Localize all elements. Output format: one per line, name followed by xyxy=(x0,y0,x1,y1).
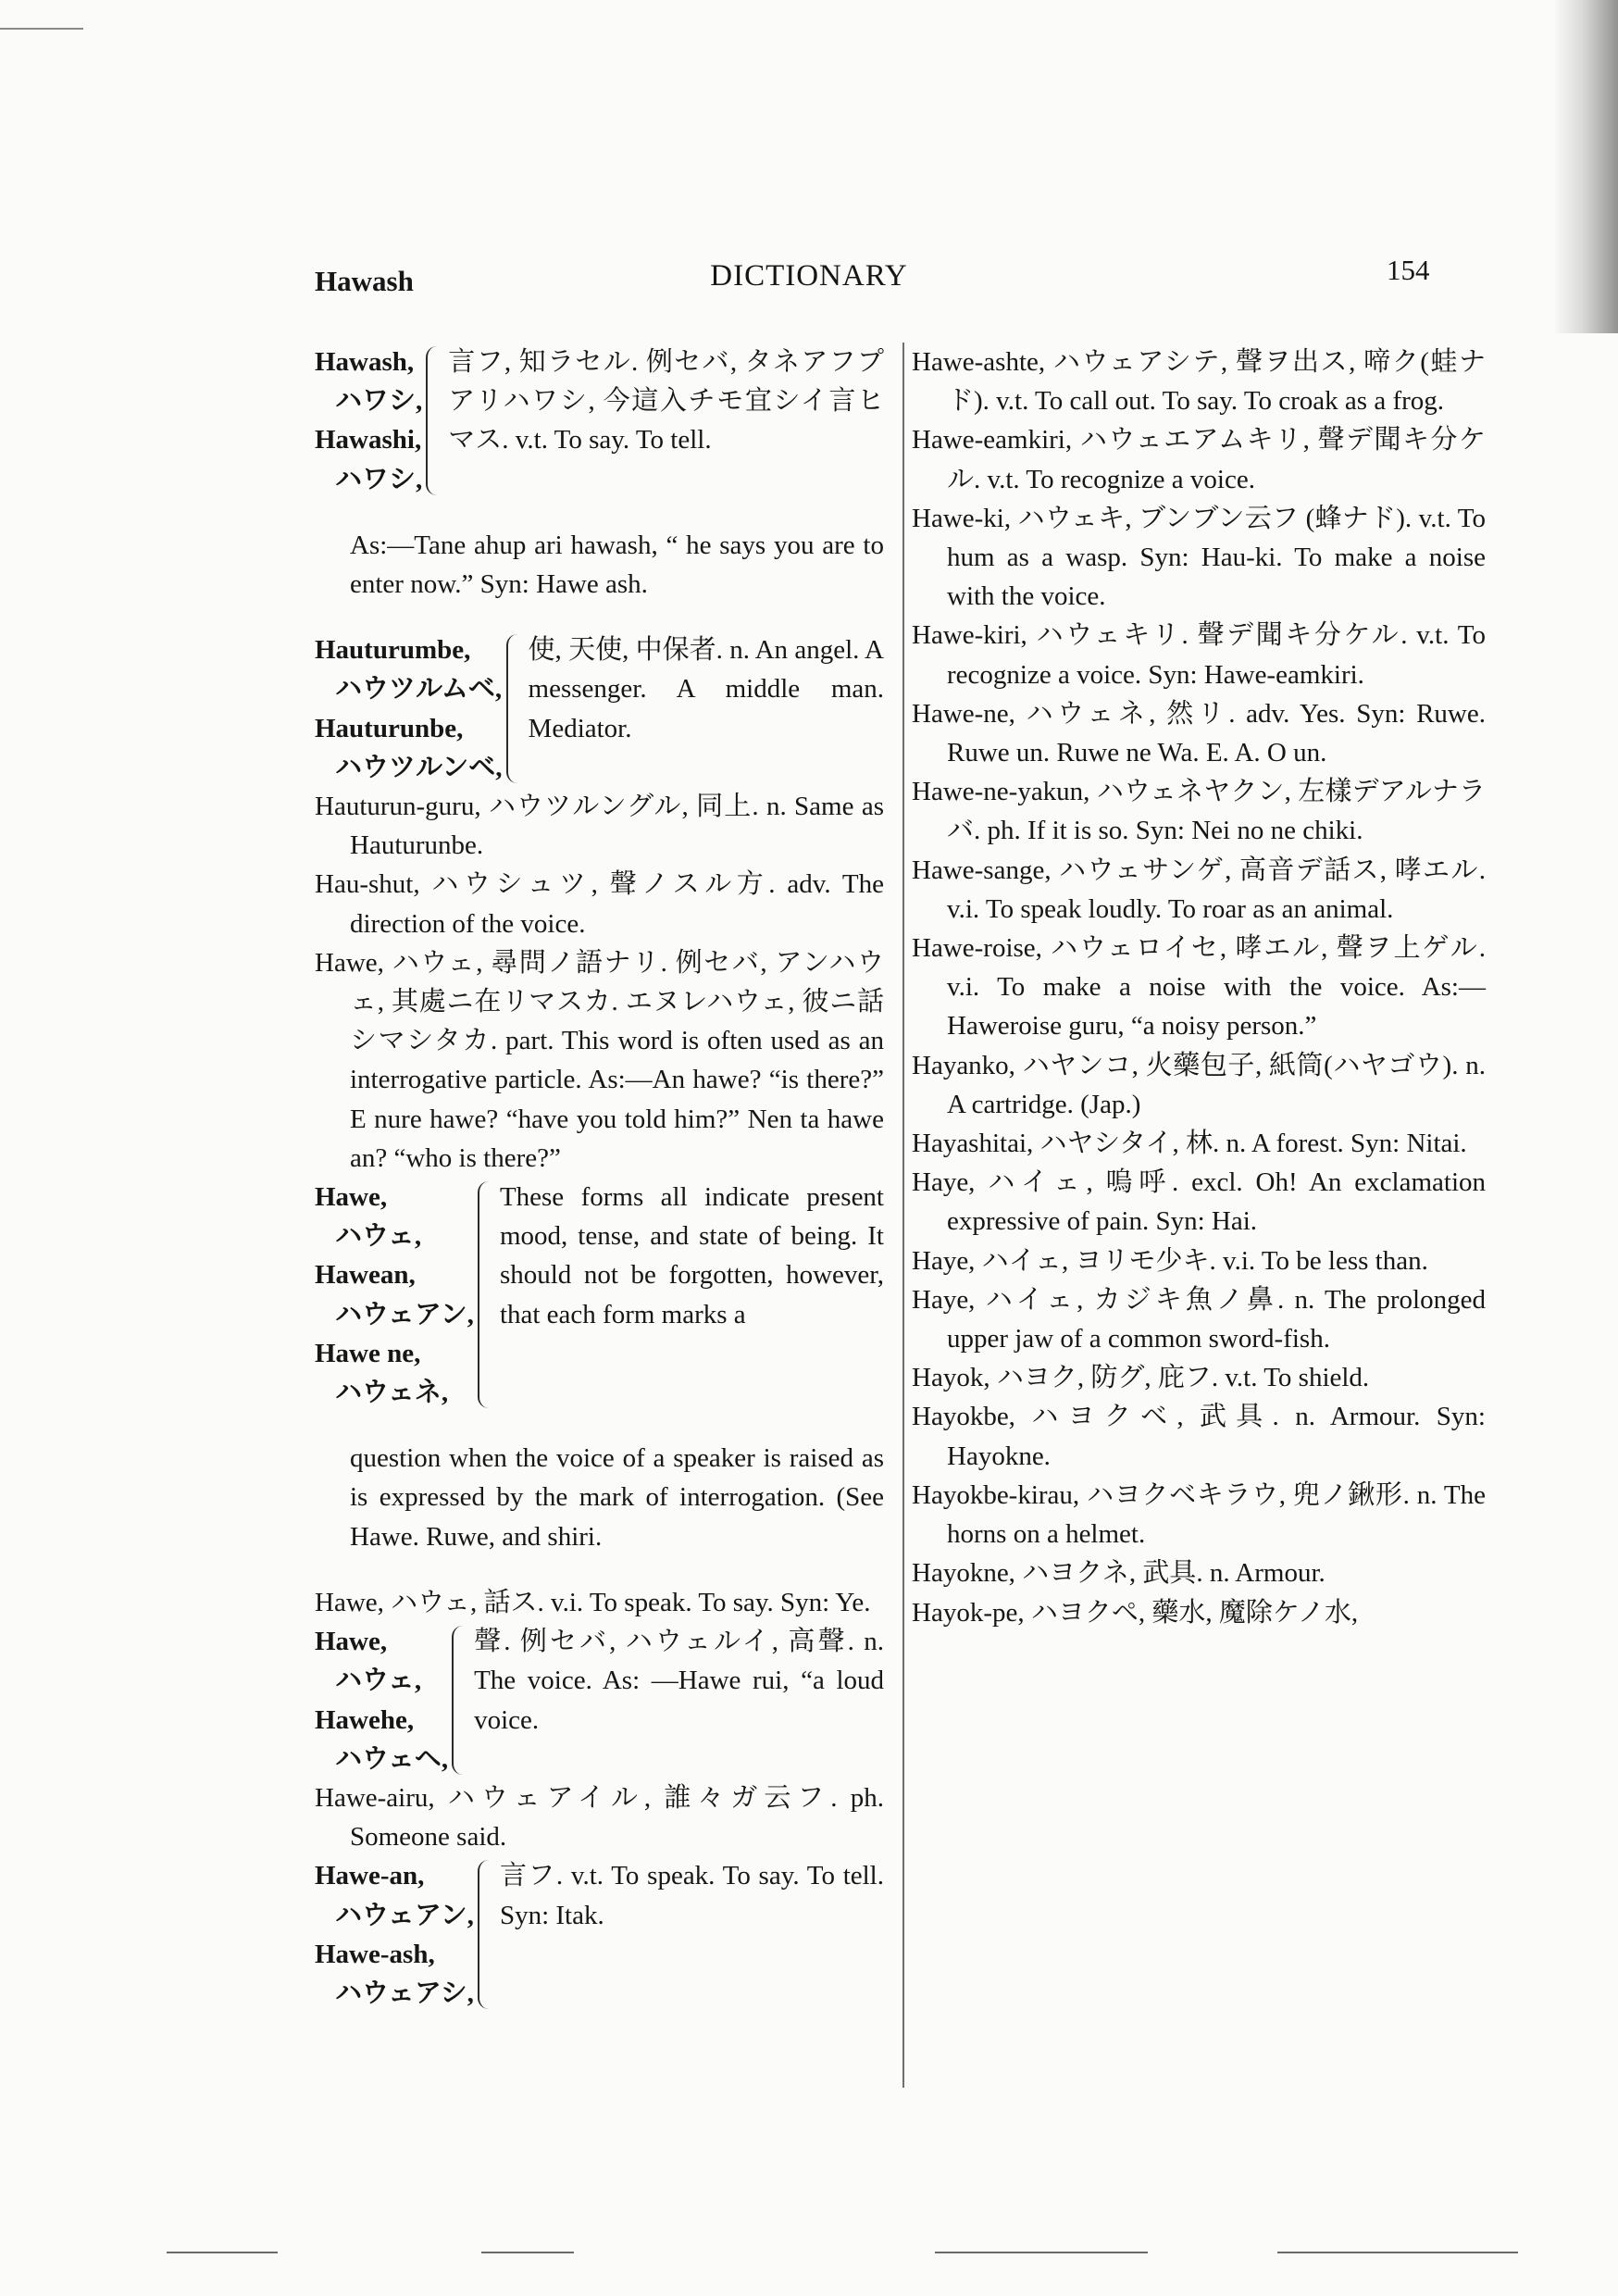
column-divider xyxy=(902,343,904,2088)
entry-group-hauturumbe xyxy=(315,630,884,787)
bottom-rule xyxy=(481,2252,574,2253)
dictionary-entry: Hayokne, ハヨクネ, 武具. n. Armour. xyxy=(912,1558,1326,1589)
dictionary-entry: Haye, ハイェ, ヨリモ少キ. v.i. To be less than. xyxy=(912,1245,1428,1276)
dictionary-entry: Hawe-eamkiri, ハウェエアムキリ, 聲デ聞キ分ケル. v.t. To recognize a voice. xyxy=(912,425,1486,494)
brace xyxy=(478,1181,492,1408)
group-headwords xyxy=(315,1622,448,1778)
bottom-rule xyxy=(1277,2252,1518,2253)
dictionary-entry: Hawe, ハウェ, 尋問ノ語ナリ. 例セバ, アンハウェ, 其處ニ在リマスカ. エヌレハウェ, 彼ニ話シマシタカ. part. This word is often used as an interrogative particle. As:—An hawe? “is there?” E nure hawe? “have you told him?” Nen ta hawe an? “who is there?” xyxy=(315,947,884,1173)
headword: Hawe, xyxy=(315,1627,388,1657)
entry-definition: 聲. 例セバ, ハウェルイ, 高聲. n. The voice. As: —Hawe rui, “a loud voice. xyxy=(474,1627,884,1735)
dictionary-entry: Hawe-ki, ハウェキ, ブンブン云フ (蜂ナド). v.t. To hum as a wasp. Syn: Hau-ki. To make a noise with the voice. xyxy=(912,503,1486,612)
headword: Hawehe, xyxy=(315,1704,415,1735)
headword: Hawe-ash, xyxy=(315,1939,435,1969)
dictionary-entry: Hawe-roise, ハウェロイセ, 哮エル, 聲ヲ上ゲル. v.i. To make a noise with the voice. As:—Haweroise guru, “a noisy person.” xyxy=(912,933,1486,1042)
dictionary-entry: Haye, ハイェ, 嗚呼. excl. Oh! An exclamation expressive of pain. Syn: Hai. xyxy=(912,1167,1486,1237)
dictionary-entry: Hau-shut, ハウシュツ, 聲ノスル方. adv. The direction of the voice. xyxy=(315,869,884,939)
dictionary-entry: Hayanko, ハヤンコ, 火藥包子, 紙筒(ハヤゴウ). n. A cartridge. (Jap.) xyxy=(912,1050,1486,1119)
headword-kana: ハウェアン, xyxy=(335,1900,474,1930)
headword: Hauturumbe, xyxy=(315,635,471,666)
headword-kana: ハウェアシ, xyxy=(335,1978,474,2008)
left-column xyxy=(315,343,884,2013)
brace xyxy=(478,1860,492,2009)
right-column xyxy=(912,343,1486,1632)
dictionary-entry: Hawe-sange, ハウェサンゲ, 高音デ話ス, 哮エル. v.i. To speak loudly. To roar as an animal. xyxy=(912,855,1486,924)
page-header xyxy=(0,250,1618,306)
dictionary-entry: Hawe, ハウェ, 話ス. v.i. To speak. To say. Syn: Ye. xyxy=(315,1587,871,1617)
headword: Hawash, xyxy=(315,347,415,377)
headword: Hawean, xyxy=(315,1260,416,1291)
dictionary-entry: Hayokbe, ハヨクベ, 武具. n. Armour. Syn: Hayokne. xyxy=(912,1402,1486,1471)
dictionary-entry: Hawe-ashte, ハウェアシテ, 聲ヲ出ス, 啼ク(蛙ナド). v.t. To call out. To say. To croak as a frog. xyxy=(912,347,1486,417)
headword-kana: ハウツルムベ, xyxy=(335,674,503,705)
page-title: DICTIONARY xyxy=(710,259,908,293)
entry-group-hawe-forms xyxy=(315,1178,884,1412)
dictionary-entry: Hawe-airu, ハウェアイル, 誰々ガ云フ. ph. Someone said. xyxy=(315,1782,884,1853)
dictionary-entry: Hawe-ne, ハウェネ, 然リ. adv. Yes. Syn: Ruwe. Ruwe un. Ruwe ne Wa. E. A. O un. xyxy=(912,698,1486,768)
headword: Hawe, xyxy=(315,1182,388,1213)
headword: Hawe-an, xyxy=(315,1861,425,1891)
headword-kana: ハウェ, xyxy=(335,1666,422,1696)
dictionary-entry: Haye, ハイェ, カジキ魚ノ鼻. n. The prolonged upper jaw of a common sword-fish. xyxy=(912,1284,1486,1354)
dictionary-entry: Hayashitai, ハヤシタイ, 林. n. A forest. Syn: Nitai. xyxy=(912,1129,1467,1159)
headword-kana: ハウェヘ, xyxy=(335,1743,449,1774)
group-headwords xyxy=(315,630,503,787)
headword-kana: ハウェアン, xyxy=(335,1299,474,1329)
brace xyxy=(506,634,521,783)
entry-group-hawe-an xyxy=(315,1856,884,2013)
entry-continuation: question when the voice of a speaker is raised as is expressed by the mark of interrogation. (See Hawe. Ruwe, and shiri. xyxy=(350,1443,884,1552)
entry-continuation: As:—Tane ahup ari hawash, “ he says you are to enter now.” Syn: Hawe ash. xyxy=(350,530,884,600)
scan-mark-top-left xyxy=(0,28,83,30)
dictionary-entry: Hauturun-guru, ハウツルングル, 同上. n. Same as Hauturunbe. xyxy=(315,792,884,861)
entry-definition: These forms all indicate present mood, tense, and state of being. It should not be forgotten, however, that each form marks a xyxy=(499,1182,884,1329)
entry-group-hawe-voice xyxy=(315,1622,884,1778)
headword: Hawe ne, xyxy=(315,1338,421,1368)
group-headwords xyxy=(315,1856,474,2013)
entry-group-hawash xyxy=(315,343,884,499)
dictionary-entry: Hayok, ハヨク, 防グ, 庇フ. v.t. To shield. xyxy=(912,1363,1370,1393)
group-headwords xyxy=(315,343,422,499)
headword-kana: ハワシ, xyxy=(335,386,423,417)
headword-kana: ハウェネ, xyxy=(335,1378,449,1408)
running-head: Hawash xyxy=(315,265,414,297)
headword: Hauturunbe, xyxy=(315,713,464,743)
entry-definition: 言フ, 知ラセル. 例セバ, タネアフプアリハワシ, 今這入チモ宜シイ言ヒマス. v.t. To say. To tell. xyxy=(448,347,884,455)
entry-definition: 言フ. v.t. To speak. To say. To tell. Syn: Itak. xyxy=(499,1861,884,1930)
headword-kana: ハワシ, xyxy=(335,464,423,494)
headword-kana: ハウツルンベ, xyxy=(335,752,503,782)
headword: Hawashi, xyxy=(315,425,422,455)
dictionary-entry: Hawe-kiri, ハウェキリ. 聲デ聞キ分ケル. v.t. To recognize a voice. Syn: Hawe-eamkiri. xyxy=(912,620,1486,690)
bottom-rule xyxy=(167,2252,278,2253)
brace xyxy=(426,346,441,495)
group-headwords xyxy=(315,1178,474,1412)
brace xyxy=(452,1626,467,1775)
entry-definition: 使, 天使, 中保者. n. An angel. A messenger. A middle man. Mediator. xyxy=(528,635,884,743)
dictionary-entry: Hayokbe-kirau, ハヨクベキラウ, 兜ノ鍬形. n. The horns on a helmet. xyxy=(912,1479,1486,1550)
headword-kana: ハウェ, xyxy=(335,1221,422,1252)
bottom-rule xyxy=(935,2252,1148,2253)
dictionary-entry: Hawe-ne-yakun, ハウェネヤクン, 左樣デアルナラバ. ph. If it is so. Syn: Nei no ne chiki. xyxy=(912,777,1486,846)
page-number: 154 xyxy=(1387,254,1430,286)
dictionary-entry: Hayok-pe, ハヨクペ, 藥水, 魔除ケノ水, xyxy=(912,1597,1359,1628)
